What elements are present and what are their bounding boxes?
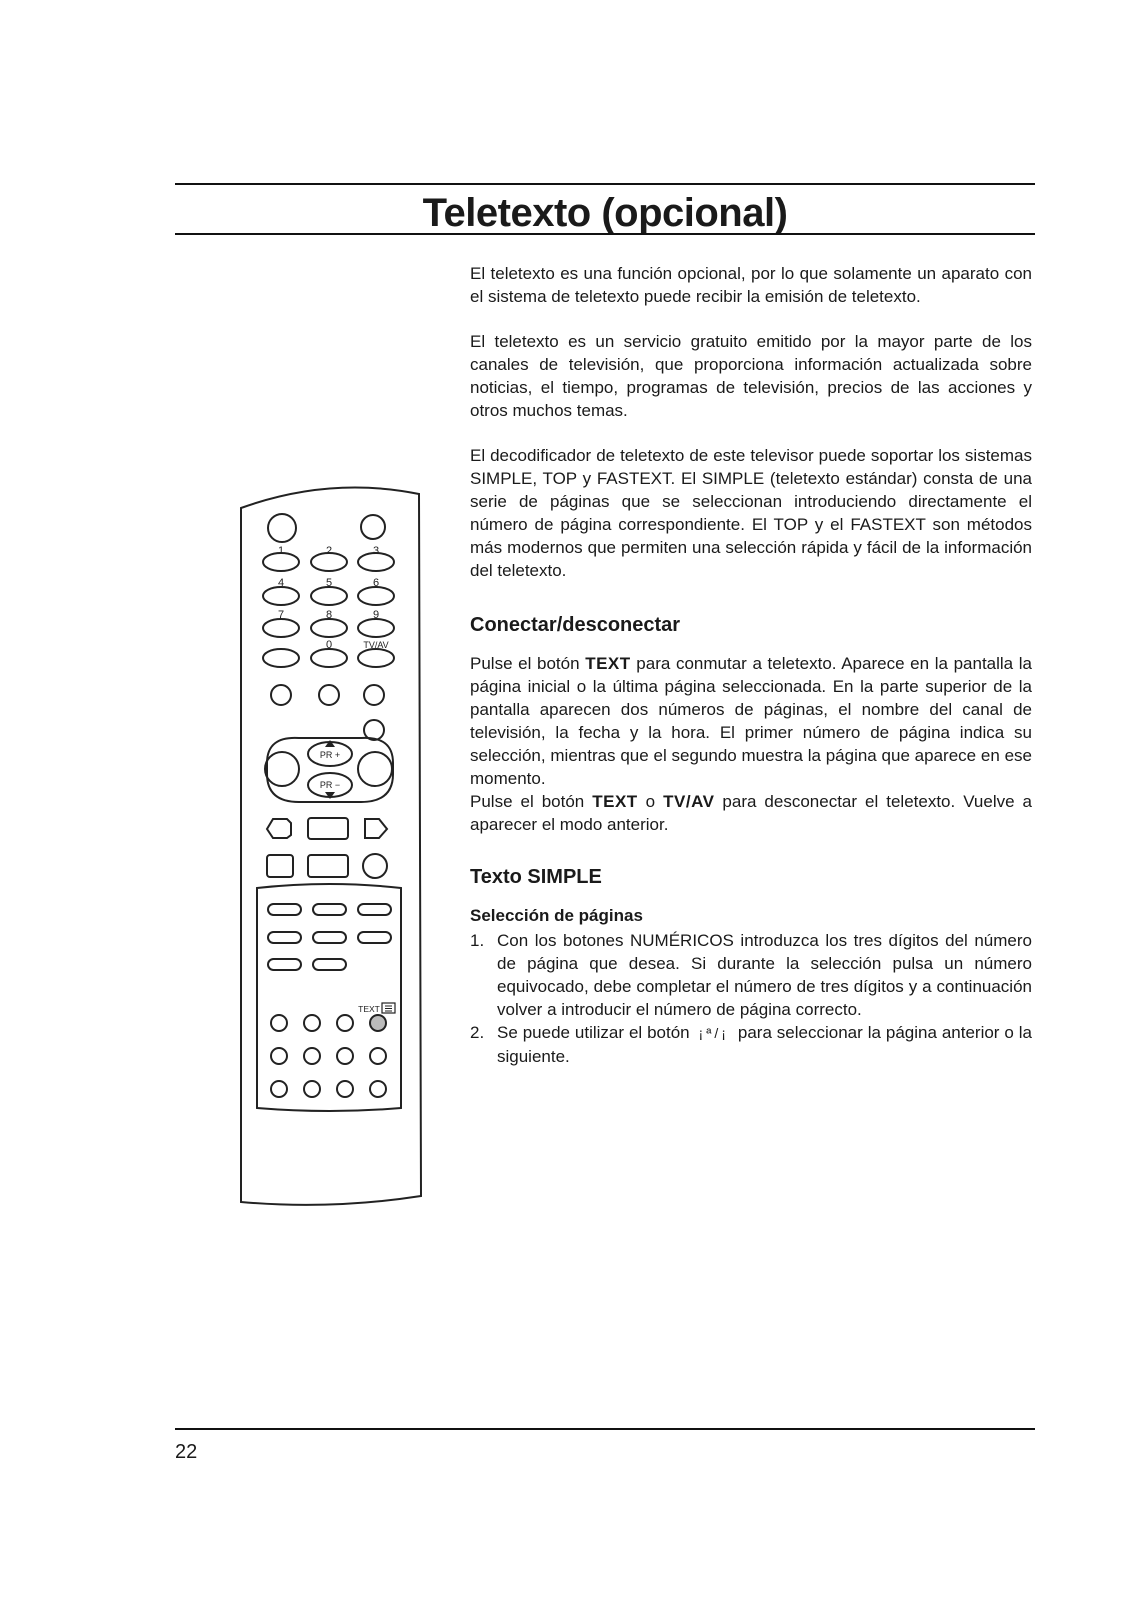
digit-button <box>358 587 394 605</box>
teletext-button <box>337 1015 353 1031</box>
digit-button <box>311 649 347 667</box>
teletext-button <box>271 1081 287 1097</box>
rect-button <box>308 855 348 877</box>
title-top-rule <box>175 183 1035 185</box>
disconnect-paragraph: Pulse el botón TEXT o TV/AV para desconectar el teletexto. Vuelve a aparecer el modo anterior. <box>470 792 1032 834</box>
digit-button <box>311 587 347 605</box>
digit-label: 8 <box>325 609 333 621</box>
digit-label: 4 <box>277 577 285 589</box>
text-key-label: TEXT <box>592 792 638 811</box>
digit-label: 1 <box>277 545 285 557</box>
function-button <box>319 685 339 705</box>
volume-up-button <box>358 752 392 786</box>
intro-paragraph: El decodificador de teletexto de este televisor puede soportar los sistemas SIMPLE, TOP y FASTEXT. El SIMPLE (teletexto estándar) consta de una serie de páginas que se seleccionan introduciendo directamente el número de página correspondiente. El TOP y el FASTEXT son métodos más modernos que permiten una selección rápida y fácil de la información del teletexto. <box>470 446 1032 580</box>
teletext-button <box>271 1015 287 1031</box>
digit-label: 0 <box>325 639 333 651</box>
digit-button <box>311 619 347 637</box>
digit-button <box>263 587 299 605</box>
digit-label: 7 <box>277 609 285 621</box>
text-column <box>470 262 1032 1068</box>
intro-paragraph: El teletexto es una función opcional, por lo que solamente un aparato con el sistema de teletexto puede recibir la emisión de teletexto. <box>470 264 1032 306</box>
tvav-key-label: TV/AV <box>663 792 715 811</box>
function-button <box>364 685 384 705</box>
teletext-button <box>337 1048 353 1064</box>
flap-button <box>358 932 391 943</box>
left-button <box>267 819 291 838</box>
function-button <box>271 685 291 705</box>
page-number: 22 <box>175 1441 198 1463</box>
digit-label: 6 <box>372 577 380 589</box>
teletext-button <box>304 1081 320 1097</box>
mute-button <box>361 515 385 539</box>
digit-label: 5 <box>325 577 333 589</box>
flap-button <box>313 959 346 970</box>
digit-button <box>263 619 299 637</box>
list-item: 1. Con los botones NUMÉRICOS introduzca los tres dígitos del número de página que desea. Si durante la selección pulsa un número equivocado, debe completar el número de tres dígitos y a continuación volver a introducir el número de página correcto. <box>470 931 1032 1019</box>
teletext-button <box>370 1048 386 1064</box>
flap-panel <box>257 884 401 1111</box>
text-label: TEXT <box>358 1004 380 1014</box>
teletext-button <box>304 1048 320 1064</box>
power-button <box>268 514 296 542</box>
steps-list <box>470 929 1032 1068</box>
tvav-button <box>358 649 394 667</box>
flap-button <box>358 904 391 915</box>
flap-button <box>268 959 301 970</box>
section-heading-connect: Conectar/desconectar <box>470 614 681 636</box>
teletext-button <box>271 1048 287 1064</box>
tvav-label: TV/AV <box>363 640 389 650</box>
square-button <box>267 855 293 877</box>
teletext-button <box>370 1081 386 1097</box>
digit-button <box>358 619 394 637</box>
page-up-down-glyph: ¡ª/¡ <box>698 1025 729 1041</box>
pr-minus-label: PR − <box>319 780 341 790</box>
section-heading-simple: Texto SIMPLE <box>470 866 602 888</box>
menu-button <box>308 818 348 839</box>
flap-button <box>313 932 346 943</box>
volume-down-button <box>265 752 299 786</box>
flap-button <box>313 904 346 915</box>
subheading-page-selection: Selección de páginas <box>470 906 643 925</box>
text-button <box>370 1015 386 1031</box>
title-bottom-rule <box>175 233 1035 235</box>
digit-label: 2 <box>325 545 333 557</box>
teletext-button <box>337 1081 353 1097</box>
remote-control-illustration <box>235 480 425 1220</box>
list-item: 2. Se puede utilizar el botón ¡ª/¡ para seleccionar la página anterior o la siguiente. <box>470 1023 1032 1066</box>
text-key-label: TEXT <box>585 654 631 673</box>
page-title: Teletexto (opcional) <box>422 191 788 235</box>
footer-rule <box>175 1428 1035 1430</box>
flap-button <box>268 904 301 915</box>
arrow-down-icon <box>325 792 335 799</box>
flap-button <box>268 932 301 943</box>
pr-plus-label: PR + <box>319 750 341 760</box>
teletext-button <box>304 1015 320 1031</box>
intro-paragraph: El teletexto es un servicio gratuito emitido por la mayor parte de los canales de televisión, que proporciona información actualizada sobre noticias, el tiempo, programas de televisión, precios de las acciones y otros muchos temas. <box>470 332 1032 420</box>
arrow-up-icon <box>325 740 335 747</box>
digit-label: 9 <box>372 609 380 621</box>
digit-button <box>263 649 299 667</box>
digit-label: 3 <box>372 545 380 557</box>
connect-paragraph: Pulse el botón TEXT para conmutar a teletexto. Aparece en la pantalla la página inicial o la última página seleccionada. En la parte superior de la pantalla aparecen dos números de páginas, el nombre del canal de televisión, la fecha y la hora. El primer número de página indica su selección, mientras que el segundo muestra la página que aparece en ese momento. <box>470 654 1032 788</box>
round-button <box>363 854 387 878</box>
right-button <box>365 819 387 838</box>
